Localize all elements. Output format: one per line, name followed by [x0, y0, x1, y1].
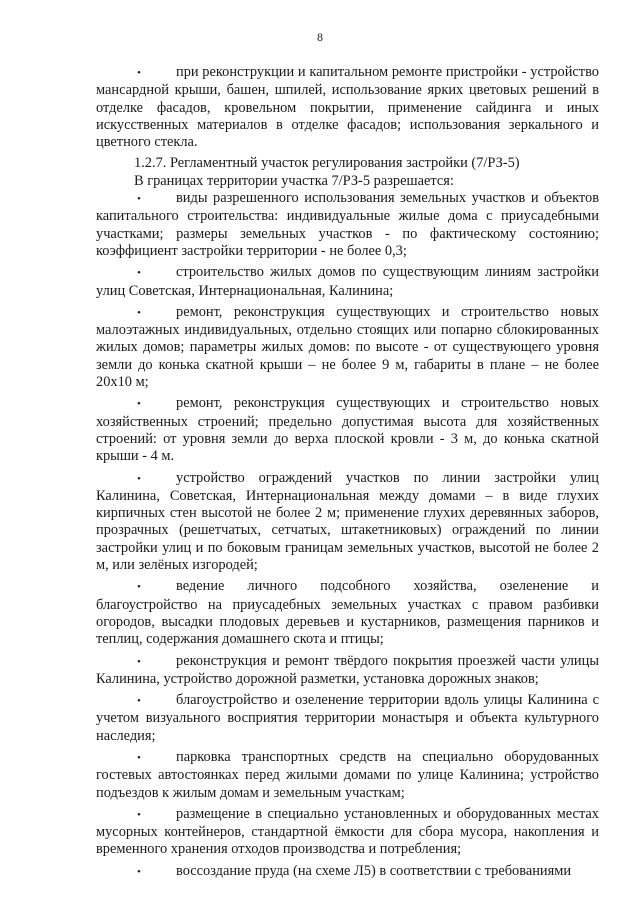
- bullet-icon: •: [137, 655, 141, 668]
- list-item-text: ремонт, реконструкция существующих и строительство новых малоэтажных индивидуальных, отдельно стоящих или попарно сблокированных жилых домов; параметры жилых домов: по высоте - от существующего уровня земли до конька скатной крыши – не более 9 м, габариты в плане – не более 20х10 м;: [96, 303, 599, 391]
- bullet-icon: •: [137, 67, 141, 79]
- bullet-icon: •: [137, 398, 141, 411]
- bullet-icon: •: [137, 267, 141, 280]
- list-item-text: ведение личного подсобного хозяйства, озеленение и благоустройство на приусадебных земельных участках с правом разбивки огородов, высадки плодовых деревьев и кустарников, размещения парников и теплиц, содержания домашнего скота и птицы;: [96, 578, 599, 648]
- list-item: [96, 806, 599, 859]
- list-item-text: воссоздание пруда (на схеме Л5) в соответствии с требованиями: [176, 862, 572, 879]
- list-item-text: при реконструкции и капитальном ремонте пристройки - устройство мансардной крыши, башен, шпилей, использование ярких цветовых решений в отделке фасадов, кровельном покрытии, применение сайдинга и иных искусственных материалов в отделке фасадов; использования зеркального и цветного стекла.: [96, 64, 599, 151]
- list-item: [96, 395, 599, 465]
- list-item: [96, 64, 599, 151]
- bullet-icon: •: [137, 751, 141, 764]
- bullet-icon: •: [137, 306, 141, 319]
- lead-text: В границах территории участка 7/РЗ-5 разрешается:: [134, 172, 454, 189]
- bullet-icon: •: [137, 193, 141, 206]
- list-item-text: ремонт, реконструкция существующих и строительство новых хозяйственных строений; предельно допустимая высота для хозяйственных строений: от уровня земли до верха плоской кровли - 3 м, до конька скатной крыши - 4 м.: [96, 395, 599, 465]
- list-item: [96, 863, 599, 881]
- list-item-text: благоустройство и озеленение территории вдоль улицы Калинина с учетом визуального восприятия территории монастыря и объекта культурного наследия;: [96, 692, 599, 744]
- list-item: [96, 470, 599, 575]
- bullet-icon: •: [137, 472, 141, 485]
- bullet-icon: •: [137, 581, 141, 594]
- bullet-icon: •: [137, 695, 141, 708]
- list-item: [96, 578, 599, 648]
- list-item: [96, 692, 599, 745]
- section-heading: 1.2.7. Регламентный участок регулирования застройки (7/РЗ-5): [134, 155, 520, 172]
- list-item-text: размещение в специально установленных и оборудованных местах мусорных контейнеров, стандартной ёмкости для сбора мусора, накопления и временного хранения отходов производства и потребления;: [96, 805, 599, 858]
- list-item-text: виды разрешенного использования земельных участков и объектов капитального строительства: индивидуальные жилые дома с приусадебными участками; размеры земельных участков - по фактическому состоянию; коэффициент застройки территории - не более 0,3;: [96, 190, 599, 259]
- list-item: [96, 304, 599, 391]
- bullet-icon: •: [137, 865, 141, 878]
- list-item-text: строительство жилых домов по существующим линиям застройки улиц Советская, Интернациональная, Калинина;: [96, 264, 599, 299]
- list-item-text: реконструкция и ремонт твёрдого покрытия проезжей части улицы Калинина, устройство дорожной разметки, установка дорожных знаков;: [96, 652, 599, 687]
- list-item: [96, 653, 599, 689]
- document-body: [96, 64, 599, 881]
- list-item: [96, 264, 599, 300]
- list-item: [96, 190, 599, 260]
- bullet-icon: •: [137, 808, 141, 821]
- list-item-text: парковка транспортных средств на специально оборудованных гостевых автостоянках перед жилыми домами по улице Калинина; устройство подъездов к жилым домам и земельным участкам;: [96, 748, 599, 801]
- list-item-text: устройство ограждений участков по линии застройки улиц Калинина, Советская, Интернациональная между домами – в виде глухих кирпичных стен высотой не более 2 м; применение глухих деревянных заборов, прозрачных (решетчатых, сетчатых, штакетниковых) ограждений по линии застройки улиц и по боковым границам земельных участков, высотой не более 2 м, или зелёных изгородей;: [96, 469, 599, 574]
- list-item: [96, 749, 599, 802]
- page-number: 8: [317, 30, 323, 44]
